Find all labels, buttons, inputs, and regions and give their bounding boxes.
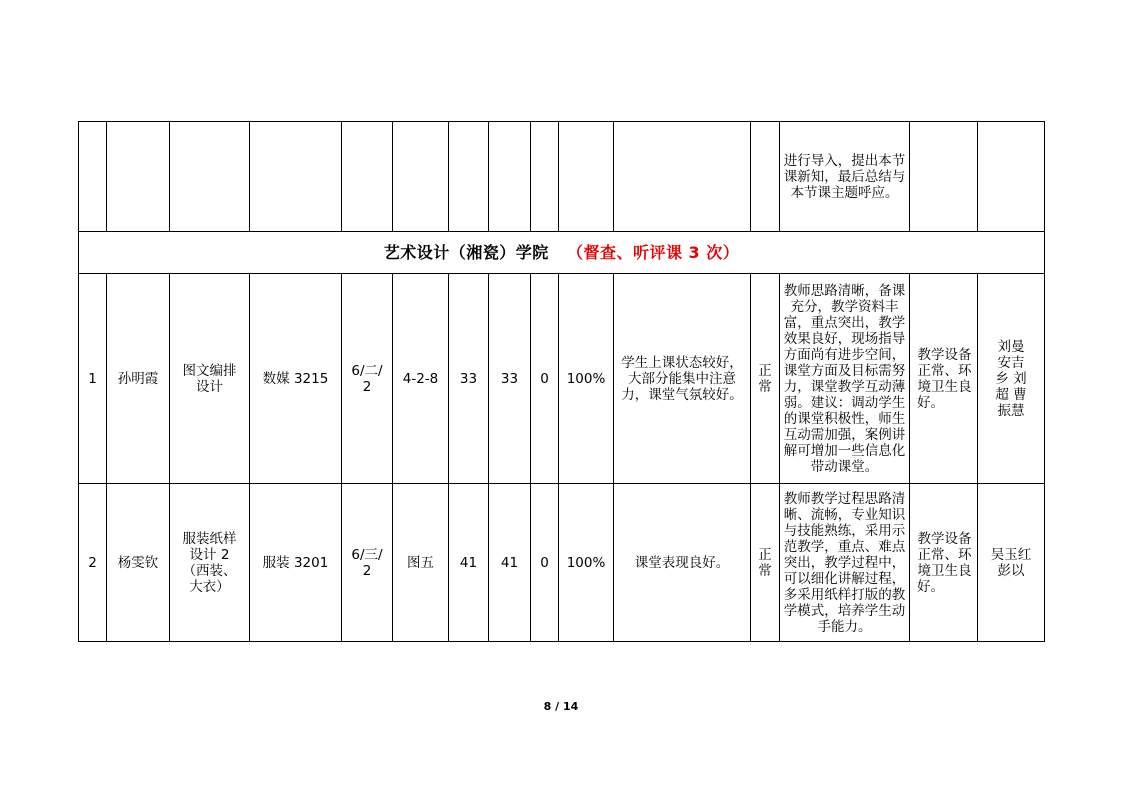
cell-teacher: [107, 122, 170, 232]
cell-evaluators: 吴玉红 彭以: [978, 484, 1045, 642]
cell-course: 图文编排设计: [170, 274, 250, 484]
cell-class: [250, 122, 342, 232]
cell-evaluators: 刘曼 安吉乡 刘超 曹振慧: [978, 274, 1045, 484]
section-college: 艺术设计（湘瓷）学院: [383, 242, 549, 262]
table-row-continued: [79, 122, 1045, 232]
cell-observation: 课堂表现良好。: [614, 484, 751, 642]
cell-week: 6/二/2: [342, 274, 393, 484]
inspection-table: [78, 121, 1045, 642]
cell-absent: 0: [531, 484, 559, 642]
cell-expected: [449, 122, 489, 232]
section-header-row: [79, 232, 1045, 274]
cell-evaluation: 教师教学过程思路清晰、流畅，专业知识与技能熟练，采用示范教学，重点、难点突出，教学过程中，可以细化讲解过程，多采用纸样打版的教学模式，培养学生动手能力。: [780, 484, 910, 642]
cell-environment: [910, 122, 978, 232]
cell-class: 数媒 3215: [250, 274, 342, 484]
cell-room: 4-2-8: [393, 274, 449, 484]
cell-expected: 33: [449, 274, 489, 484]
cell-present: 41: [489, 484, 531, 642]
cell-order: 正常: [751, 484, 780, 642]
cell-absent: [531, 122, 559, 232]
cell-class: 服装 3201: [250, 484, 342, 642]
cell-room: 图五: [393, 484, 449, 642]
cell-teacher: 孙明霞: [107, 274, 170, 484]
cell-observation: [614, 122, 751, 232]
cell-rate: 100%: [559, 274, 614, 484]
cell-rate: [559, 122, 614, 232]
cell-no: 2: [79, 484, 107, 642]
cell-course: [170, 122, 250, 232]
section-title: [79, 232, 1045, 274]
cell-teacher: 杨雯钦: [107, 484, 170, 642]
cell-evaluation: 进行导入，提出本节课新知，最后总结与本节课主题呼应。: [780, 122, 910, 232]
table-row: [79, 274, 1045, 484]
cell-present: 33: [489, 274, 531, 484]
cell-environment: 教学设备正常、环境卫生良好。: [910, 274, 978, 484]
cell-order: 正常: [751, 274, 780, 484]
cell-no: 1: [79, 274, 107, 484]
cell-present: [489, 122, 531, 232]
cell-observation: 学生上课状态较好，大部分能集中注意力，课堂气氛较好。: [614, 274, 751, 484]
cell-evaluators: [978, 122, 1045, 232]
table-row: [79, 484, 1045, 642]
cell-order: [751, 122, 780, 232]
cell-evaluation: 教师思路清晰，备课充分，教学资料丰富，重点突出，教学效果良好，现场指导方面尚有进步空间，课堂方面及目标需努力，课堂教学互动薄弱。建议：调动学生的课堂积极性，师生互动需加强，案例讲解可增加一些信息化带动课堂。: [780, 274, 910, 484]
cell-environment: 教学设备正常、环境卫生良好。: [910, 484, 978, 642]
cell-absent: 0: [531, 274, 559, 484]
section-note: （督查、听评课 3 次）: [566, 242, 740, 262]
cell-no: [79, 122, 107, 232]
cell-expected: 41: [449, 484, 489, 642]
page-number: 8 / 14: [543, 700, 579, 713]
cell-course: 服装纸样设计 2（西装、大衣）: [170, 484, 250, 642]
cell-room: [393, 122, 449, 232]
cell-rate: 100%: [559, 484, 614, 642]
cell-week: [342, 122, 393, 232]
cell-week: 6/三/2: [342, 484, 393, 642]
